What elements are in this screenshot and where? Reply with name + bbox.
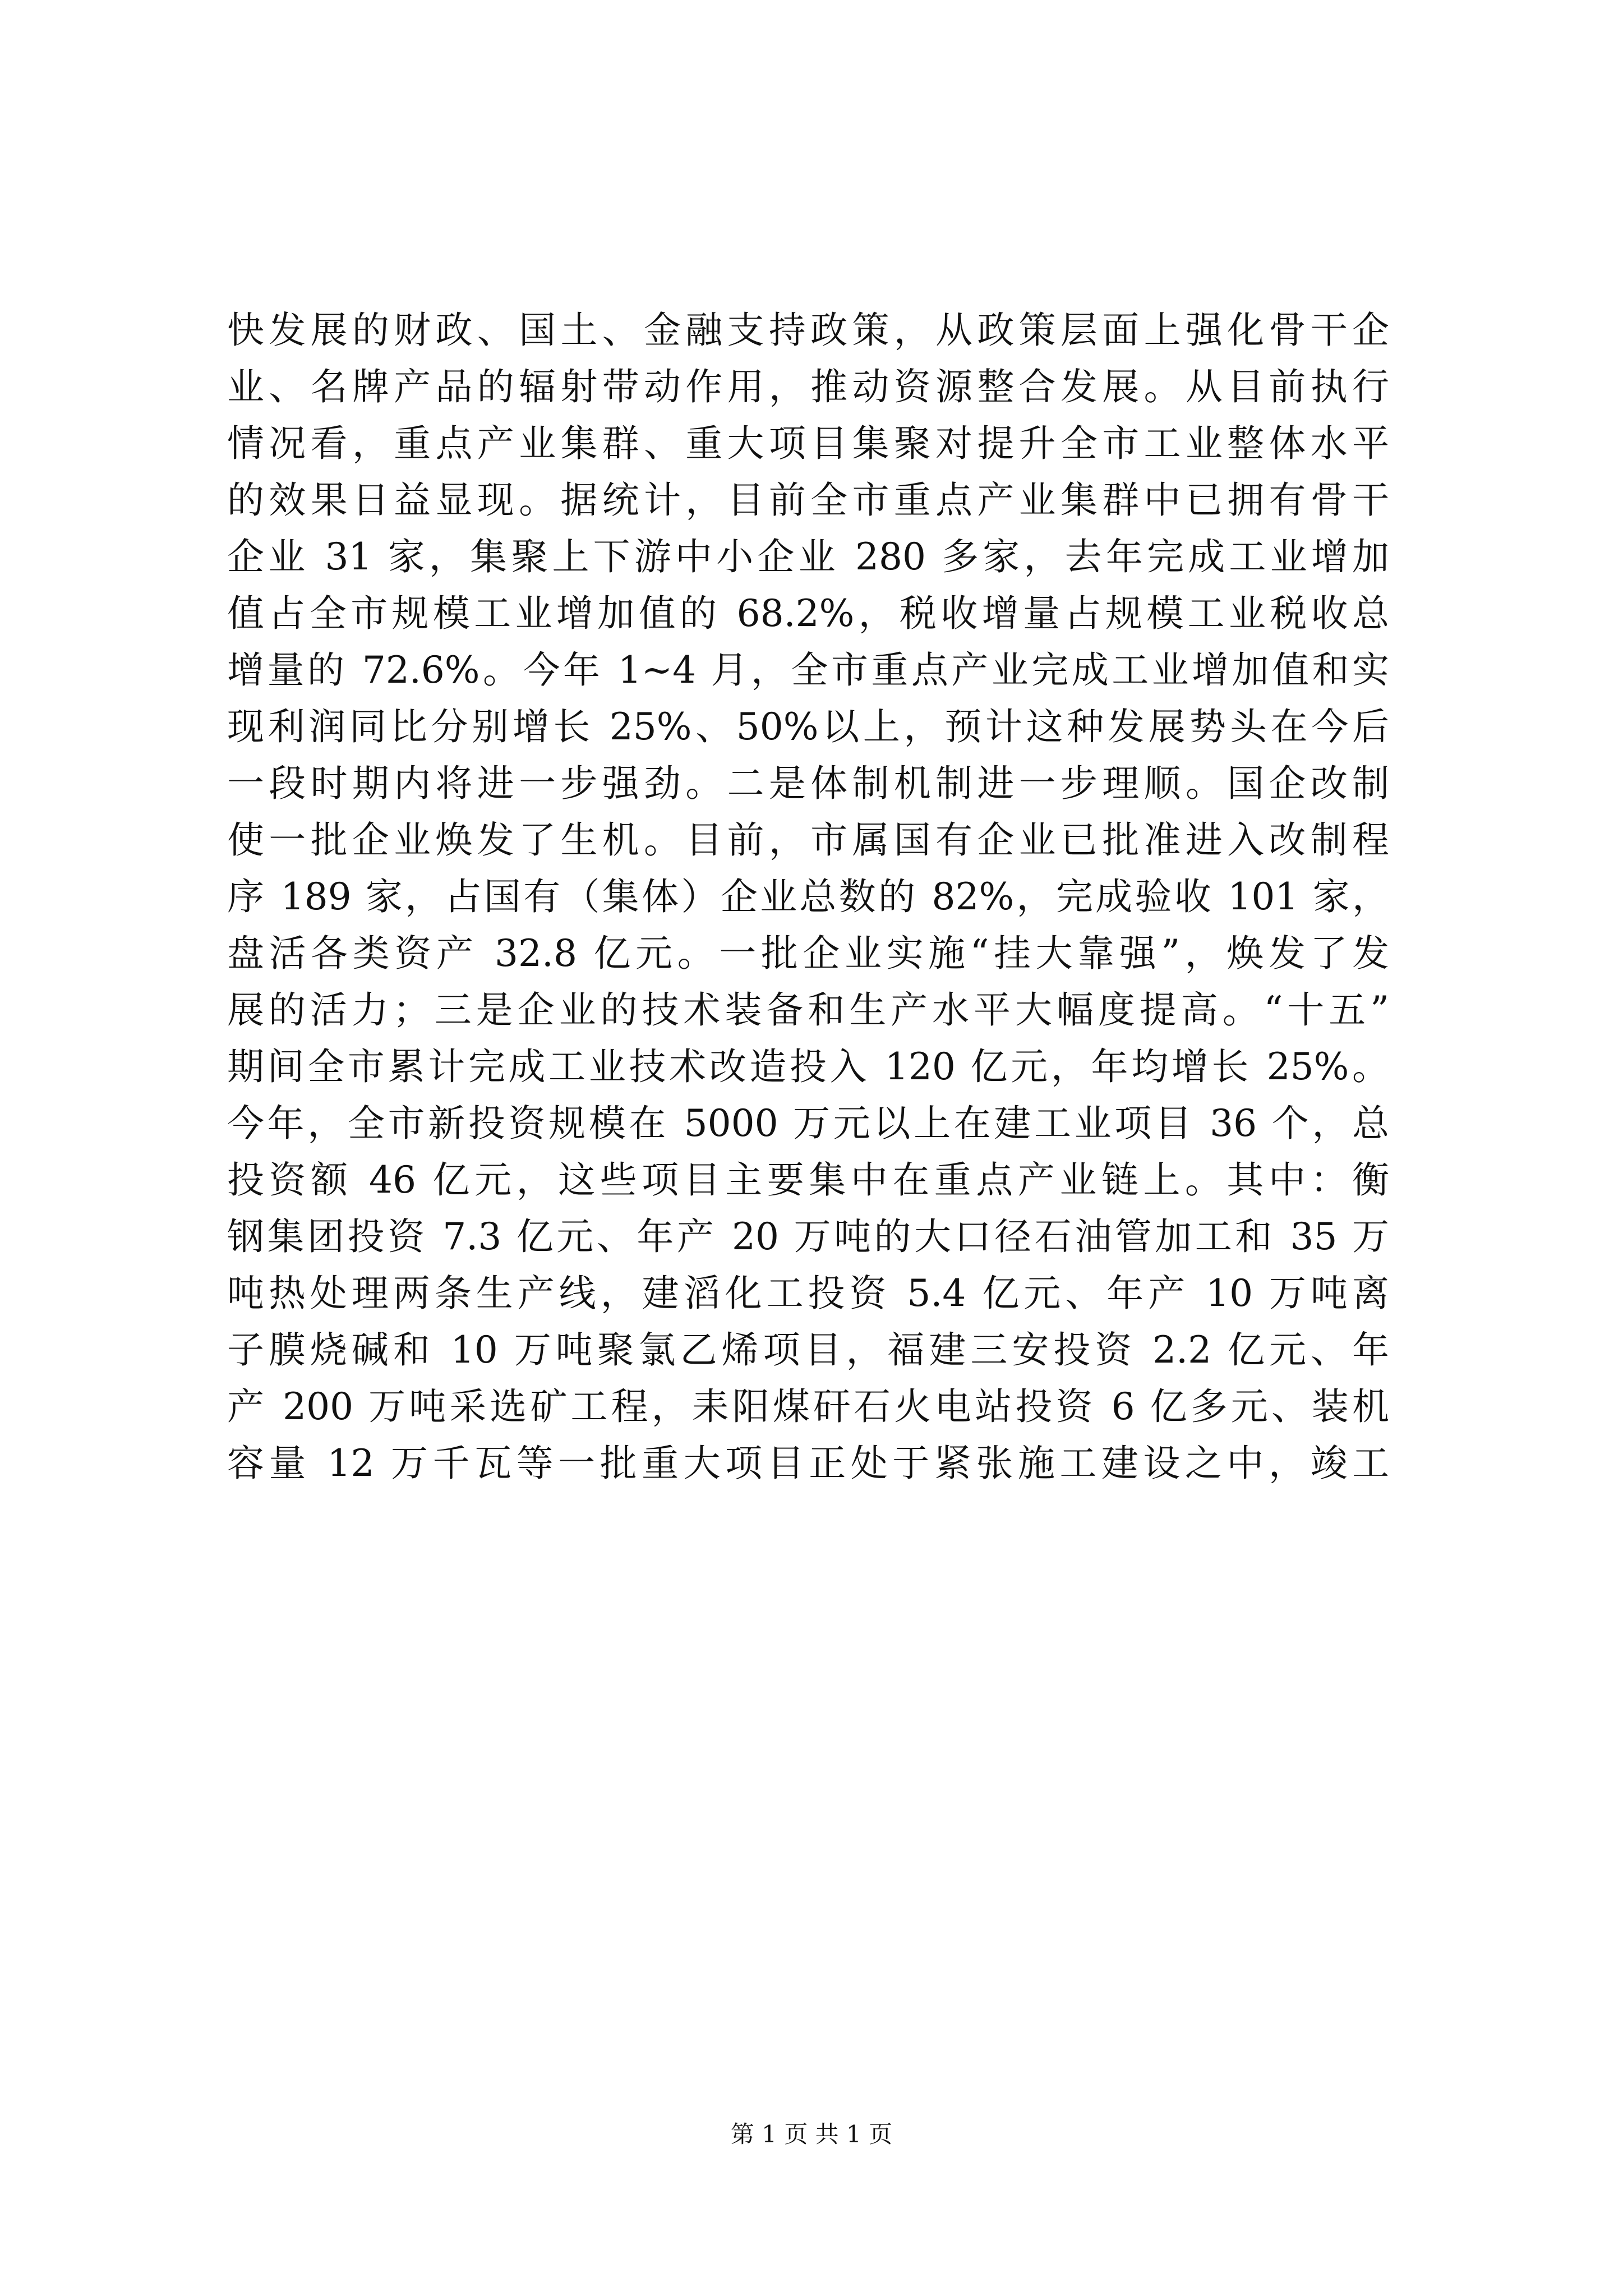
body-line: 钢集团投资 7.3 亿元、年产 20 万吨的大口径石油管加工和 35 万 xyxy=(227,1215,1389,1258)
body-line: 情况看，重点产业集群、重大项目集聚对提升全市工业整体水平 xyxy=(227,422,1389,465)
body-line: 容量 12 万千瓦等一批重大项目正处于紧张施工建设之中，竣工 xyxy=(227,1442,1389,1485)
page-footer: 第 1 页 共 1 页 xyxy=(730,2120,893,2148)
body-line: 值占全市规模工业增加值的 68.2%，税收增量占规模工业税收总 xyxy=(227,592,1389,635)
body-line: 使一批企业焕发了生机。目前，市属国有企业已批准进入改制程 xyxy=(227,818,1389,862)
body-line: 一段时期内将进一步强劲。二是体制机制进一步理顺。国企改制 xyxy=(227,762,1389,805)
body-line: 业、名牌产品的辐射带动作用，推动资源整合发展。从目前执行 xyxy=(227,365,1389,408)
body-line: 产 200 万吨采选矿工程，耒阳煤矸石火电站投资 6 亿多元、装机 xyxy=(227,1385,1389,1428)
body-line: 今年，全市新投资规模在 5000 万元以上在建工业项目 36 个，总 xyxy=(227,1102,1389,1145)
body-line: 展的活力；三是企业的技术装备和生产水平大幅度提高。“十五” xyxy=(227,988,1389,1032)
body-text xyxy=(227,302,1389,1492)
body-line: 期间全市累计完成工业技术改造投入 120 亿元，年均增长 25%。 xyxy=(227,1045,1389,1088)
body-line: 盘活各类资产 32.8 亿元。一批企业实施“挂大靠强”，焕发了发 xyxy=(227,932,1389,975)
body-line: 的效果日益显现。据统计，目前全市重点产业集群中已拥有骨干 xyxy=(227,478,1389,522)
body-line: 增量的 72.6%。今年 1~4 月，全市重点产业完成工业增加值和实 xyxy=(227,648,1389,692)
body-line: 投资额 46 亿元，这些项目主要集中在重点产业链上。其中：衡 xyxy=(227,1158,1389,1202)
body-line: 企业 31 家，集聚上下游中小企业 280 多家，去年完成工业增加 xyxy=(227,535,1389,578)
body-line: 快发展的财政、国土、金融支持政策，从政策层面上强化骨干企 xyxy=(227,309,1389,352)
body-line: 子膜烧碱和 10 万吨聚氯乙烯项目，福建三安投资 2.2 亿元、年 xyxy=(227,1328,1389,1372)
body-line: 序 189 家，占国有（集体）企业总数的 82%，完成验收 101 家， xyxy=(227,875,1389,918)
body-line: 吨热处理两条生产线，建滔化工投资 5.4 亿元、年产 10 万吨离 xyxy=(227,1272,1389,1315)
body-line: 现利润同比分别增长 25%、50%以上，预计这种发展势头在今后 xyxy=(227,705,1389,748)
